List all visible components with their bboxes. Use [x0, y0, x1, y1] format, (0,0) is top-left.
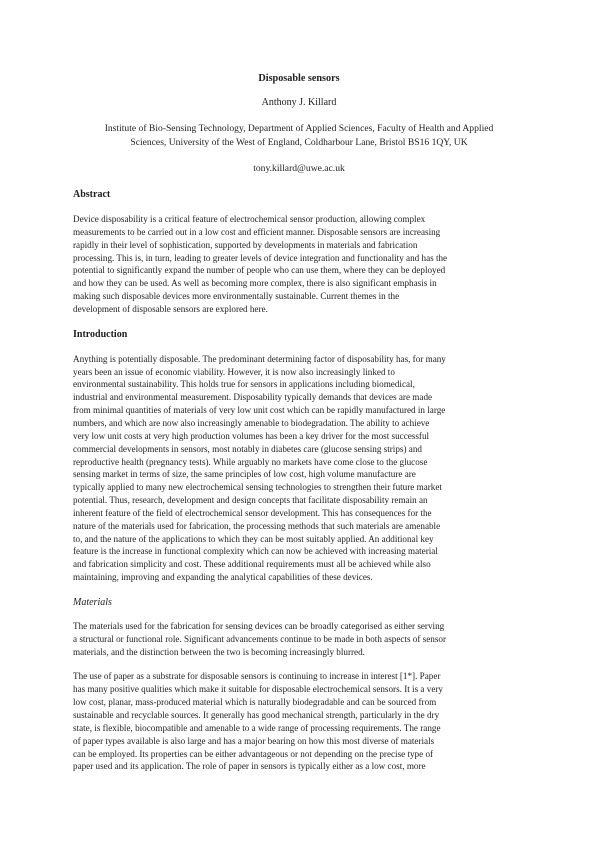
page-content	[73, 72, 525, 785]
materials-paragraph-2: The use of paper as a substrate for disposable sensors is continuing to increase in interest [1*]. Paper has many positive qualities which make it suitable for disposable electrochemical sensors. It is a very low cost, planar, mass-produced material which is naturally biodegradable and can be sourced from sustainable and recyclable sources. It generally has good mechanical strength, particularly in the dry state, is flexible, biocompatible and amenable to a wide range of processing requirements. The range of paper types available is also large and has a major bearing on how this most diverse of materials can be employed. Its properties can be either advantageous or not depending on the precise type of paper used and its application. The role of paper in sensors is typically either as a low cost, more	[73, 671, 443, 772]
author-affiliation: Institute of Bio-Sensing Technology, Department of Applied Sciences, Faculty of Health and Applied Sciences, University of the West of England, Coldharbour Lane, Bristol BS16 1QY, UK	[104, 123, 494, 148]
introduction-heading: Introduction	[73, 328, 128, 340]
abstract-text: Device disposability is a critical feature of electrochemical sensor production, allowing complex measurements to be carried out in a low cost and efficient manner. Disposable sensors are increasing rapidly in their level of sophistication, supported by developments in materials and fabrication processing. This is, in turn, leading to greater levels of device integration and functionality and has the potential to significantly expand the number of people who can use them, where they can be deployed and how they can be used. As well as becoming more complex, there is also significant emphasis in making such disposable devices more environmentally sustainable. Current themes in the development of disposable sensors are explored here.	[73, 214, 448, 314]
introduction-text: Anything is potentially disposable. The predominant determining factor of disposability has, for many years been an issue of economic viability. However, it is now also increasingly linked to environmental sustainability. This holds true for sensors in applications including biomedical, industrial and environmental measurement. Disposability typically demands that devices are made from minimal quantities of materials of very low unit cost which can be rapidly manufactured in large numbers, and which are now also increasingly amenable to biodegradation. The ability to achieve very low unit costs at very high production volumes has been a key driver for the most successful commercial developments in sensors, most notably in diabetes care (glucose sensing strips) and reproductive health (pregnancy tests). While arguably no markets have come close to the glucose sensing market in terms of size, the same principles of low cost, high volume manufacture are typically applied to many new electrochemical sensing technologies to strengthen their future market potential. Thus, research, development and design concepts that facilitate disposability remain an inherent feature of the field of electrochemical sensor development. This has consequences for the nature of the materials used for fabrication, the processing methods that such materials are amenable to, and the nature of the applications to which they can be most suitably applied. An additional key feature is the increase in functional complexity which can now be achieved with increasing material and fabrication simplicity and cost. These additional requirements must all be achieved while also maintaining, improving and expanding the analytical capabilities of these devices.	[73, 353, 446, 583]
paper-title: Disposable sensors	[258, 73, 340, 84]
author-email: tony.killard@uwe.ac.uk	[253, 163, 345, 174]
materials-paragraph-1: The materials used for the fabrication for sensing devices can be broadly categorised as either serving a structural or functional role. Significant advancements continue to be made in both aspects of sensor materials, and the distinction between the two is becoming increasingly blurred.	[73, 620, 446, 657]
materials-heading: Materials	[73, 596, 112, 608]
author-name: Anthony J. Killard	[261, 97, 337, 108]
abstract-heading: Abstract	[73, 189, 111, 200]
